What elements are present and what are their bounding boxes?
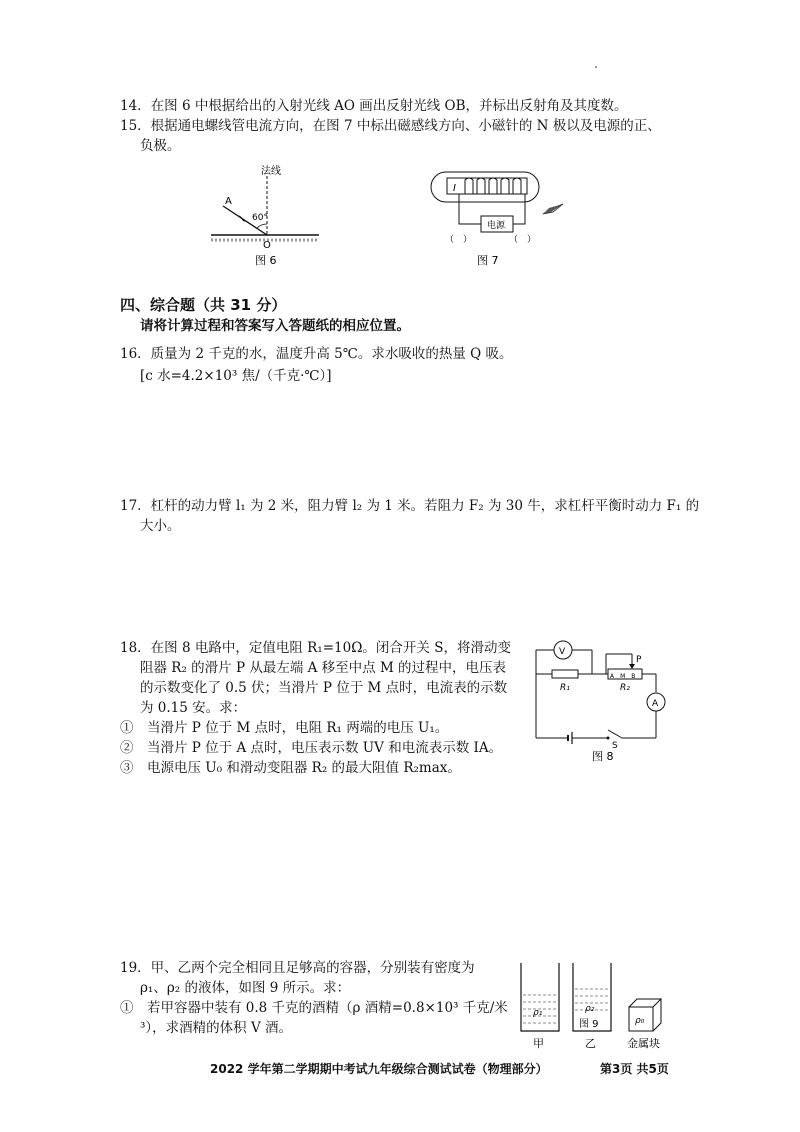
figure-8-caption: 图 8 — [592, 750, 614, 763]
source-label: 电源 — [487, 221, 506, 231]
switch-s — [608, 730, 622, 738]
solenoid-coils — [465, 178, 521, 194]
rheostat-scale: A M B — [610, 673, 636, 680]
voltmeter-label: V — [559, 647, 566, 657]
r2-label: R₂ — [620, 683, 630, 693]
footer-title: 2022 学年第二学期期中考试九年级综合测试试卷（物理部分） — [210, 1062, 548, 1076]
normal-label: 法线 — [261, 166, 281, 177]
question-15-line2: 负极。 — [140, 138, 181, 154]
question-18-sub3: ③ 电源电压 U₀ 和滑动变阻器 R₂ 的最大阻值 R₂max。 — [120, 760, 461, 776]
r1-label: R₁ — [560, 683, 570, 693]
container-jia — [521, 963, 559, 1031]
question-18-line3: 的示数变化了 0.5 伏；当滑片 P 位于 M 点时，电流表的示数 — [140, 680, 508, 696]
container-jia-label: 甲 — [533, 1037, 544, 1050]
section-title: 四、综合题（共 31 分） — [120, 296, 287, 314]
metal-block — [629, 999, 661, 1031]
solenoid-core — [447, 178, 527, 194]
figure-9 — [515, 955, 675, 1050]
angle-arc — [257, 224, 267, 228]
left-pole-blank: （ ） — [445, 235, 473, 245]
figure-6 — [205, 160, 325, 270]
figure-7-caption: 图 7 — [477, 254, 499, 267]
question-16-line1: 16．质量为 2 千克的水，温度升高 5℃。求水吸收的热量 Q 吸。 — [120, 346, 513, 362]
question-16-line2: [c 水=4.2×10³ 焦/（千克·℃）] — [140, 368, 332, 384]
point-label-o: O — [263, 240, 271, 251]
question-18-line1: 18．在图 8 电路中，定值电阻 R₁=10Ω。闭合开关 S，将滑动变 — [120, 640, 511, 656]
resistor-r1 — [552, 670, 578, 678]
figure-8 — [528, 634, 678, 764]
question-19-line2: ρ₁、ρ₂ 的液体，如图 9 所示。求： — [140, 980, 351, 996]
question-17-line1: 17．杠杆的动力臂 l₁ 为 2 米，阻力臂 l₂ 为 1 米。若阻力 F₂ 为 30 牛，求杠杆平衡时动力 F₁ 的 — [120, 498, 700, 514]
rho2-label: ρ₂ — [585, 1004, 595, 1014]
question-18-line4: 为 0.15 安。求： — [140, 700, 247, 716]
current-label: I — [453, 183, 456, 194]
section-note: 请将计算过程和答案写入答题纸的相应位置。 — [140, 318, 410, 334]
question-18-sub1: ① 当滑片 P 位于 M 点时，电阻 R₁ 两端的电压 U₁。 — [120, 720, 449, 736]
question-15-line1: 15．根据通电螺线管电流方向，在图 7 中标出磁感线方向、小磁针的 N 极以及电源的正、 — [120, 118, 661, 134]
container-yi-label: 乙 — [585, 1037, 596, 1050]
question-19-sub1a: ① 若甲容器中装有 0.8 千克的酒精（ρ 酒精=0.8×10³ 千克/米 — [120, 1000, 508, 1016]
rho1-label: ρ₁ — [533, 1008, 543, 1018]
footer-page-number: 第3页 共5页 — [600, 1062, 669, 1076]
question-19-sub1b: ³），求酒精的体积 V 酒。 — [140, 1020, 292, 1036]
question-14: 14．在图 6 中根据给出的入射光线 AO 画出反射光线 OB，并标出反射角及其度数。 — [120, 98, 628, 114]
ammeter-label: A — [652, 699, 659, 709]
question-18-sub2: ② 当滑片 P 位于 A 点时，电压表示数 UV 和电流表示数 IA。 — [120, 740, 503, 756]
metal-block-label: 金属块 — [627, 1037, 660, 1050]
switch-label: S — [612, 741, 618, 751]
compass-needle-icon — [543, 204, 563, 214]
question-17-line2: 大小。 — [140, 518, 181, 534]
figure-9-caption: 图 9 — [579, 1019, 599, 1030]
slider-label: P — [636, 655, 642, 665]
slider-arrow-icon — [629, 664, 635, 669]
scan-speck — [595, 66, 597, 68]
wire-right — [513, 194, 525, 224]
wire-left — [459, 194, 481, 224]
question-18-line2: 阻器 R₂ 的滑片 P 从最左端 A 移至中点 M 的过程中，电压表 — [140, 660, 507, 676]
ray-label-a: A — [225, 196, 232, 207]
figure-6-caption: 图 6 — [255, 254, 277, 267]
figure-7 — [425, 160, 575, 270]
angle-label: 60° — [252, 213, 268, 223]
question-19-line1: 19．甲、乙两个完全相同且足够高的容器，分别装有密度为 — [120, 960, 475, 976]
rho0-label: ρ₀ — [635, 1016, 645, 1026]
right-pole-blank: （ ） — [509, 235, 537, 245]
